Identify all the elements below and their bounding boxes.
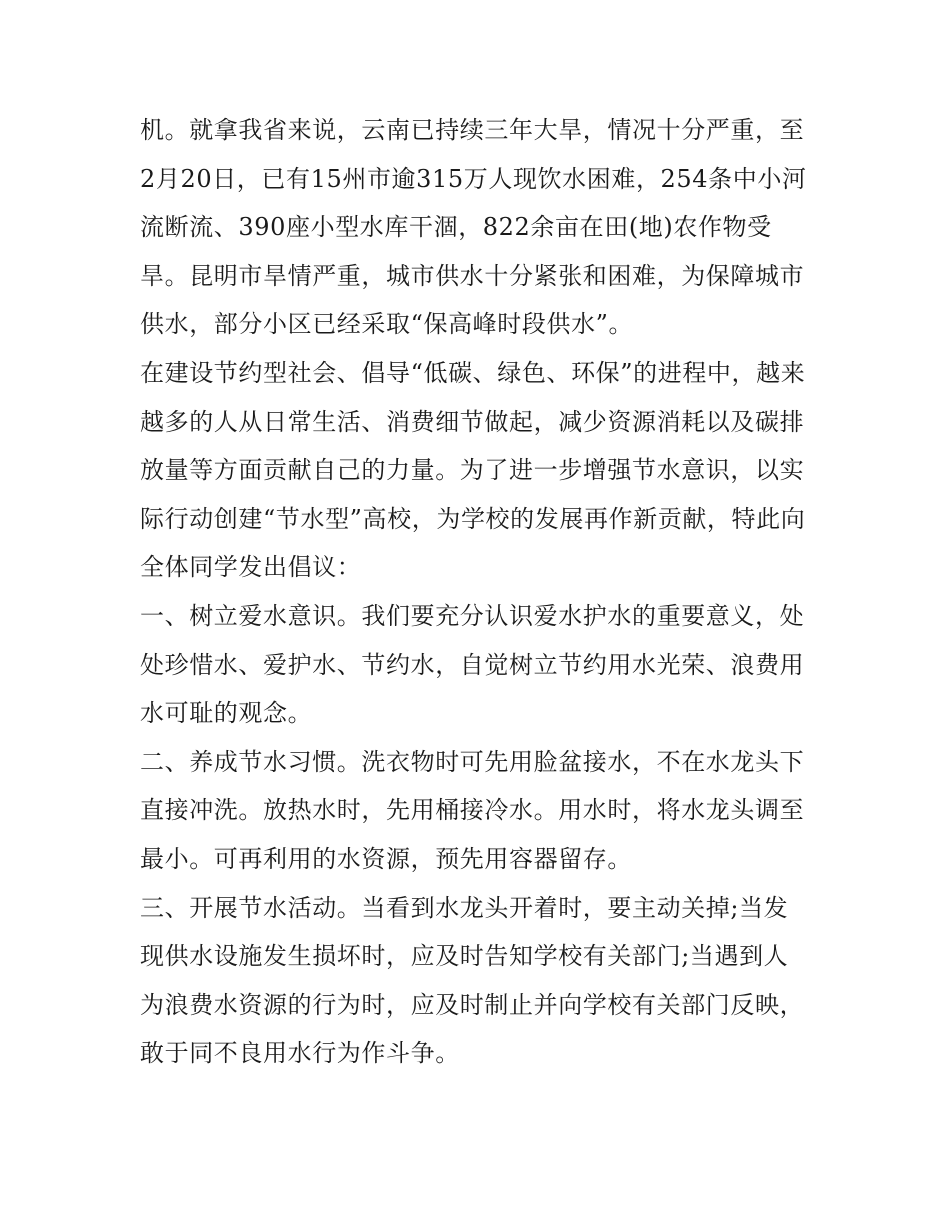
- text-line: 直接冲洗。放热水时，先用桶接冷水。用水时，将水龙头调至: [140, 796, 805, 825]
- text-line: 在建设节约型社会、倡导“低碳、绿色、环保”的进程中，越来: [140, 358, 806, 387]
- text-line: 流断流、390座小型水库干涸，822余亩在田(地)农作物受: [140, 213, 772, 242]
- text-line: 放量等方面贡献自己的力量。为了进一步增强节水意识，以实: [140, 456, 805, 485]
- text-line: 处珍惜水、爱护水、节约水，自觉树立节约用水光荣、浪费用: [140, 650, 805, 679]
- text-line: 2月20日，已有15州市逾315万人现饮水困难，254条中小河: [140, 164, 807, 193]
- document-body: [140, 106, 820, 1078]
- text-line: 越多的人从日常生活、消费细节做起，减少资源消耗以及碳排: [140, 407, 805, 436]
- text-line: 三、开展节水活动。当看到水龙头开着时，要主动关掉;当发: [140, 893, 789, 922]
- text-line: 际行动创建“节水型”高校，为学校的发展再作新贡献，特此向: [140, 504, 806, 533]
- text-line: 二、养成节水习惯。洗衣物时可先用脸盆接水，不在水龙头下: [140, 747, 805, 776]
- text-line: 全体同学发出倡议：: [140, 553, 362, 582]
- text-line: 敢于同不良用水行为作斗争。: [140, 1039, 460, 1068]
- text-line: 一、树立爱水意识。我们要充分认识爱水护水的重要意义，处: [140, 601, 805, 630]
- text-line: 供水，部分小区已经采取“保高峰时段供水”。: [140, 310, 634, 339]
- text-line: 现供水设施发生损坏时，应及时告知学校有关部门;当遇到人: [140, 942, 789, 971]
- text-line: 最小。可再利用的水资源，预先用容器留存。: [140, 844, 632, 873]
- text-line: 旱。昆明市旱情严重，城市供水十分紧张和困难，为保障城市: [140, 261, 805, 290]
- text-line: 机。就拿我省来说，云南已持续三年大旱，情况十分严重，至: [140, 116, 805, 144]
- text-line: 为浪费水资源的行为时，应及时制止并向学校有关部门反映，: [140, 990, 805, 1019]
- text-line: 水可耻的观念。: [140, 699, 313, 728]
